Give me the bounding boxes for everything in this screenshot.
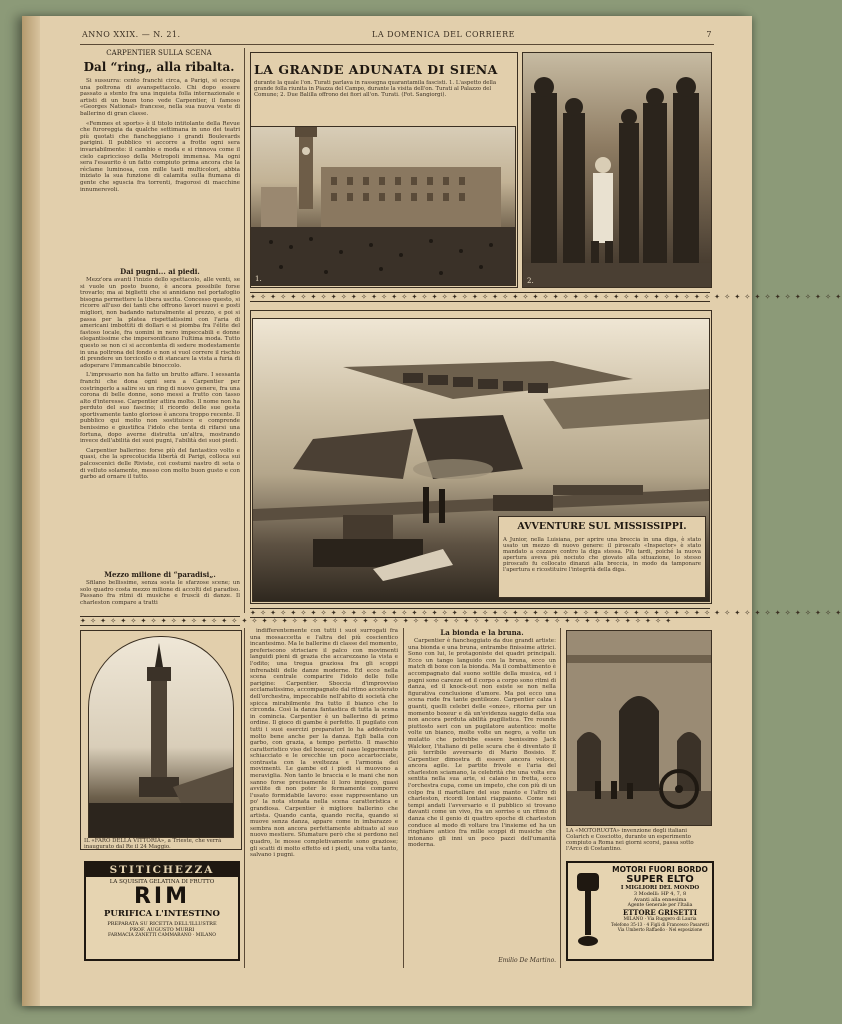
subhead-pugni: Dai pugni... ai piedi. bbox=[120, 267, 200, 276]
rim-ad-title: STITICHEZZA bbox=[86, 863, 238, 877]
left-headline: Dal “ring„ alla ribalta. bbox=[83, 60, 235, 74]
elto-ad-title: MOTORI FUORI BORDO bbox=[612, 865, 708, 874]
paragraph: Sfilano bellissime, senza sosta le sfarzose scene; un solo quadro costa mezzo milione di accolti del paradiso. Passano fra ritmi di musiche e fruscìi di danze. Il charleston compare a tratti bbox=[80, 580, 240, 606]
elto-ad-line-4: Agente Generale per l'Italia bbox=[627, 903, 693, 908]
super-elto-advertisement bbox=[566, 861, 714, 961]
paragraph: indifferentemente con tutti i suoi surrogati fra una mossaccetta e l'altra del più coscientico incantesimo. Ma le ballerine di classe del momento, preferiscono strisciare il palco con movimenti languidi pieni di grazia che accarezzano la vista e l'odito; una tregua graziosa fra gli scoppi infrenabili delle danze moderne. Ed ecco nella scena centrale comparire l'idolo delle folle parigine: Carpentier. Sboccia d'improvviso acclamatissimo, accompagnato dal ritmo accelerato dell'orchestra, impeccabile nell'abito di società che spicca mirabilmente fra tutto il bianco che lo circonda. Così la danza fantastica di tutta la scena in comincia. Carpentier è un ballerino di primo ordine. Il gioco di gambe è perfetto. Il pugilato con tutti i suoi esercizi preparatori lo ha addestrato molto bene anche per la danza. Egli balla con garbo, con grazia, a tempo perfetto. Il maschio caratteristico viso del boxeur, col naso leggermente schiacciato e le orecchie un poco accartocciate, contrasta con la sveltezza e l'armonia dei movimenti. Le gambe ed i piedi si muovono a meraviglia. Non tanto le braccia e le mani che non sanno forse precisamente il loro impiego, quasi avvilite di non poter le fermamente comporre l'usato formidabile lavoro: esse rappresentano un po' la nota stonata nella scena caratteristica e grandiosa. Carpentier è migliore ballerino che artista. Quando canta, quando recita, quando si muove senza danza, appare come in imbarazzo e sembra non ancora perfettamente abituato al suo nuovo mestiere. Sfumature però che si perdono nel quadro, le mosse completivamente sono graziose; gli scatti di molto effetto ed i piedi, una volta tanto, salvano i pugni. bbox=[250, 628, 398, 859]
lighthouse-illustration bbox=[89, 637, 233, 837]
left-article-top bbox=[80, 78, 240, 266]
newspaper-page bbox=[22, 16, 842, 1006]
balilla-photo bbox=[522, 52, 712, 288]
left-article-bottom bbox=[80, 580, 240, 608]
page-binding bbox=[22, 16, 40, 1006]
elto-ad-line-3: Avanti alla ennesima bbox=[633, 897, 687, 903]
arch-illustration bbox=[567, 631, 711, 825]
rim-ad-line-1: LA SQUISITA GELATINA DI FRUTTO bbox=[109, 879, 215, 885]
rim-ad-slogan: PURIFICA L'INTESTINO bbox=[104, 909, 220, 919]
rim-ad-brand: RIM bbox=[133, 884, 191, 909]
elto-ad-line-5: MILANO · Via Ruggero di Lauria bbox=[623, 917, 697, 922]
siena-caption: durante la quale l'on. Turati parlava in rassegna quarantamila fascisti. 1. L'aspetto della grande folla riunita in Piazza del Campo, durante la visita dell'on. Turati al Palazzo del Comune; 2. Due Balilla offrono dei fiori all'on. Turati. (Fot. Sangiorgi). bbox=[254, 80, 497, 98]
masthead: LA DOMENICA DEL CORRIERE bbox=[372, 29, 515, 39]
column-rule bbox=[244, 48, 245, 613]
column-rule bbox=[244, 628, 245, 968]
mississippi-text: A Junior, nella Luisiana, per aprire una breccia in una diga, è stato usato un mezzo di nuovo genere: il piroscafo «Inspector» è stato mandato a cozzare contro la diga stessa. Più tardi, poiché la nuova apertura aveva più nociuto che giovato alla situazione, lo stesso piroscafo fu collocato dinanzi alla breccia, in modo da tamponare l'apertura e ricostituire l'integrità della diga. bbox=[503, 537, 701, 573]
author-signature: Emilio De Martino. bbox=[498, 957, 556, 964]
paragraph: L'impresario non ha fatto un brutto affare. I sessanta franchi che dona ogni sera a Carpentier per costringerlo a salire su un ring di nuovo genere, fra una corona di belle donne, sono messi a frutto con tasso alto d'interesse. Carpentier attira molto. Il nome non ha perduto del suo fascino; il ricordo delle sue gesta sportivamente tanto gloriose è ancora troppo recente. Il pubblico qui molto non sostituisce e comprende benissimo e giustifica l'idolo che tenta di rifarsi una fortuna, dopo averne distrutta un'altra, mostrando invece dell'abilità dei suoi pugni, l'abilità dei suoi piedi. bbox=[80, 372, 240, 445]
rim-advertisement bbox=[84, 861, 240, 961]
bionda-article bbox=[408, 638, 556, 956]
page-number: 7 bbox=[706, 29, 712, 39]
ornament-border: ✦ ✧ ✦ ✧ ✦ ✧ ✦ ✧ ✦ ✧ ✦ ✧ ✦ ✧ ✦ ✧ ✦ ✧ ✦ ✧ ✦ ✧ ✦ ✧ ✦ ✧ ✦ ✧ ✦ ✧ ✦ ✧ ✦ ✧ ✦ ✧ ✦ ✧ ✦ ✧ ✦ ✧ ✦ ✧ ✦ ✧ ✦ ✧ ✦ ✧ ✦ ✧ ✦ ✧ ✦ ✧ ✦ ✧ ✦ bbox=[250, 293, 842, 301]
left-kicker: CARPENTIER SULLA SCENA bbox=[106, 49, 212, 57]
bionda-subhead: La bionda e la bruna. bbox=[440, 628, 524, 637]
motoruota-photo bbox=[566, 630, 712, 826]
faro-caption: IL «FARO DELLA VITTORIA», a Trieste, che verrà inaugurato dal Re il 24 Maggio. bbox=[84, 838, 222, 850]
elto-ad-agent: ETTORE GRISETTI bbox=[622, 908, 698, 917]
photo-number-1: 1. bbox=[255, 275, 262, 283]
rim-ad-line-4: FARMACIA ZANETTI CAMMARANO · MILANO bbox=[108, 933, 216, 938]
mississippi-headline: AVVENTURE SUL MISSISSIPPI. bbox=[517, 521, 687, 532]
column-rule bbox=[560, 628, 561, 968]
subhead-paradisi: Mezzo milione di “paradisi„. bbox=[104, 570, 216, 579]
rim-ad-line-3: PROF. AUGUSTO MURRI bbox=[129, 927, 195, 933]
elto-ad-line-2: 3 Modelli: HP 4, 7, 8 bbox=[633, 891, 687, 897]
ornament-border-middle: ✦ ✧ ✦ ✧ ✦ ✧ ✦ ✧ ✦ ✧ ✦ ✧ ✦ ✧ ✦ ✧ ✦ ✧ ✦ ✧ ✦ ✧ ✦ ✧ ✦ ✧ ✦ ✧ ✦ ✧ ✦ ✧ ✦ ✧ ✦ ✧ ✦ ✧ ✦ ✧ ✦ ✧ ✦ ✧ ✦ ✧ ✦ ✧ ✦ ✧ ✦ ✧ ✦ ✧ ✦ ✧ ✦ ✧ ✦ bbox=[250, 609, 842, 617]
rim-ad-line-2: PREPARATA SU RICETTA DELL'ILLUSTRE bbox=[107, 921, 217, 927]
balilla-illustration bbox=[523, 53, 711, 287]
paragraph: Mezz'ora avanti l'inizio dello spettacolo, alle venti, se si vuole un posto buono, è ancora possibile forse trovarlo; ma ai biglietti che si annidano nel portafoglio bisogna permettere la libera uscita. Concesso questo, si ricorre all'uso dei tanti che offrono lavori nuovi e posti migliori, non badando naturalmente al prezzo, e poi si passa per la platea rispettatissimi con l'aria di americani imbottiti di dollari e si piomba fra l'élite del fastoso locale, fra uomini in nero impeccabili e donne elegantissime che impersonificano l'ultima moda. Tutto questo se non ci si accontenta di sedere modestamente in una poltrona del fondo e non si vuol correre il rischio di prendere un torcicollo o di stancare la vista a furia di adoperare l'immancabile binoccolo. bbox=[80, 277, 240, 369]
motoruota-caption: LA «MOTORUOTA» invenzione degli italiani Colarich e Cosciotto, durante un esperimento compiuto a Roma nei giorni scorsi, passa sotto l'Arco di Costantino. bbox=[566, 828, 694, 852]
siena-headline: LA GRANDE ADUNATA DI SIENA bbox=[254, 62, 498, 77]
left-article-middle bbox=[80, 277, 240, 567]
elto-ad-line-1: I MIGLIORI DEL MONDO bbox=[620, 885, 700, 891]
page-header bbox=[82, 26, 712, 42]
photo-number-2: 2. bbox=[527, 277, 534, 285]
paragraph: «Femmes et sports» è il titolo intitolante della Revue che furoreggia da qualche settimana in uno dei teatri più quotati che fiancheggiano i grandi Boulevards parigini. Il pubblico vi accorre a frotte ogni sera invariabilmente: il cambio e moda e si rinnova come il cielo capriccioso della Metropoli immensa. Ma ogni sera l'esaurito è un fatto compiuto prima ancora che la réclame luminosa, con mille tasti multicolori, abbia iniziato la sua funzione di calamita sulla fiumana di gente che sguscia fra torrenti, fragorosi di macchine innumerevoli. bbox=[80, 120, 240, 193]
elto-ad-line-6: Telefono 35-13 · 4 Figli di Francesco Pasaretti bbox=[611, 922, 709, 927]
mississippi-caption-box bbox=[498, 516, 706, 598]
column-rule bbox=[403, 628, 404, 968]
paragraph: Si sussurra: cento franchi circa, a Parigi, si occupa una poltrona di avanspettacolo. Chi dopo essere passato a stento fra una inquieta folla internazionale e artisti di un buon tono vede Carpentier, il famoso «Georges National» francese, nella sua nuova veste di ballerino di gran classe. bbox=[80, 78, 240, 117]
header-rule bbox=[80, 44, 714, 45]
middle-article bbox=[250, 628, 398, 968]
siena-piazza-photo bbox=[250, 126, 516, 286]
issue-number: ANNO XXIX. — N. 21. bbox=[82, 29, 181, 39]
paragraph: Carpentier è fiancheggiato da due grandi artiste: una bionda e una bruna, entrambe finissime attrici. Sono con lui, le protagoniste dei quadri principali. Ecco un tango languido con la bruna, ecco un match di boxe con la bionda. Ma il combattimento è accompagnato dal suono sottile della musica, ed i pugni sono carezze ed il corpo a corpo sono ritmi di danza, ed il knock-out non esiste se non nella figurativa conclusione d'amore. Ma poi ecco una scena rude fra tante gentilezze. Carpentier calza i guanti, quelli celebri delle «onze», ritorna per un momento boxeur e dà un'evidenza saggio della sua non ancora perduta abilità pugilistica. Tre rounds piuttosto seri con un pugilatore autentico: molte volte un bianco, molte volte un negro, a volte un mulatto che potrebbe essere benissimo Jack Walcker, l'italiano di pelle scura che è diventato il più terribile avversario di Mario Bosisio. E Carpentier dimostra di essere ancora veloce, ancora agile. Le partite frivole e l'aria del charleston sciamano, la celebrità che una volta era sentita nella sua arte, si calano in fretta, ecco l'orchestra cupa, come un impeto, che con più di un colpo fra il martellare del suo manto e l'altro di charleston, ricordi lontani riappaiono. Come nei tempi andati l'avversario e il pubblico si trovano davanti come un vivo, fra un sorriso e un ritmo di danza che il genio di quattro epoche di charleston conduce al modo di voltare tra l'insieme ed ha un ringhiare antico fra mille scoppi di musiche che intonano gli inni un poco pazzi dell'umanità moderna. bbox=[408, 638, 556, 849]
piazza-illustration bbox=[251, 127, 515, 285]
ornament-border-left: ✦ ✧ ✦ ✧ ✦ ✧ ✦ ✧ ✦ ✧ ✦ ✧ ✦ ✧ ✦ ✧ ✦ ✧ ✦ ✧ ✦ ✧ ✦ ✧ ✦ ✧ ✦ ✧ ✦ ✧ ✦ ✧ ✦ ✧ ✦ ✧ ✦ ✧ ✦ ✧ ✦ ✧ ✦ ✧ ✦ ✧ ✦ ✧ ✦ ✧ ✦ ✧ ✦ ✧ ✦ ✧ ✦ ✧ ✦ bbox=[80, 617, 673, 625]
elto-ad-line-7: Via Umberto Raffaello · Nel esposizione bbox=[617, 927, 703, 932]
faro-vittoria-photo bbox=[88, 636, 234, 838]
elto-ad-brand: SUPER ELTO bbox=[626, 874, 694, 885]
outboard-motor-icon bbox=[568, 863, 608, 959]
paragraph: Carpentier ballerino: forse più del fantastico volto e quasi, che la sprecolucida libertà di Parigi, colloca sui palcoscenici delle Riviste, coi costumi nastro di seta o di velluto solamente, messo con molto buon gusto e con garbo ad ornare il tutto. bbox=[80, 447, 240, 481]
